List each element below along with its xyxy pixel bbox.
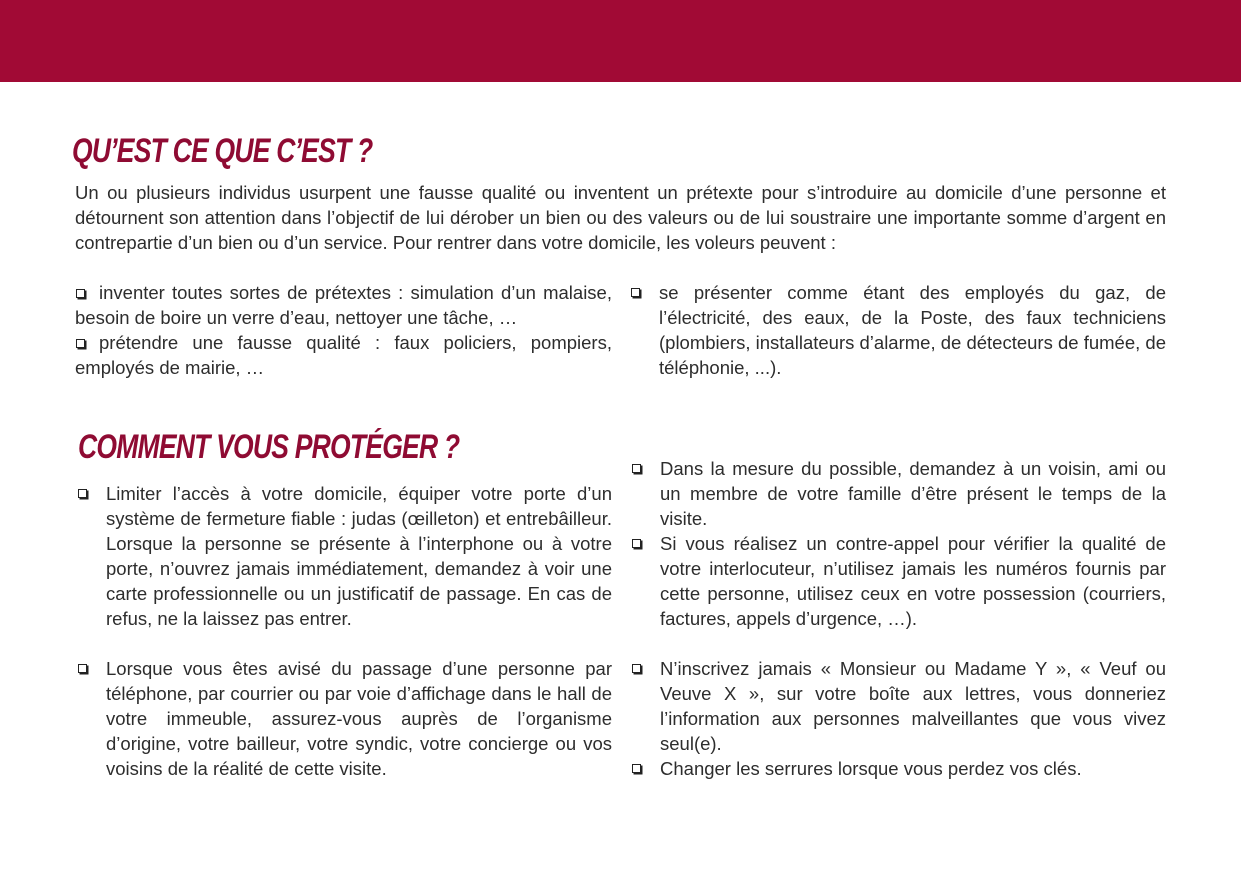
checkbox-bullet-icon [632, 539, 641, 548]
checkbox-bullet-icon [76, 339, 85, 348]
list-item: Si vous réalisez un contre-appel pour vérifier la qualité de votre interlocuteur, n’utilisez jamais les numéros fournis par cette personne, utilisez ceux en votre possession (courriers, factures, appels d’urgence, …). [630, 531, 1166, 631]
checkbox-bullet-icon [631, 288, 640, 297]
checkbox-bullet-icon [76, 289, 85, 298]
checkbox-bullet-icon [78, 489, 87, 498]
list-item: N’inscrivez jamais « Monsieur ou Madame Y », « Veuf ou Veuve X », sur votre boîte aux lettres, vous donneriez l’information aux personnes malveillantes que vous vivez seul(e). [630, 656, 1166, 756]
list-item: se présenter comme étant des employés du gaz, de l’électricité, des eaux, de la Poste, des faux techniciens (plombiers, installateurs d’alarme, de détecteurs de fumée, de téléphonie, ...). [629, 280, 1166, 380]
section-title-what-is-it: QU’EST CE QUE C’EST ? [72, 132, 373, 170]
list-item: Limiter l’accès à votre domicile, équiper votre porte d’un système de fermeture fiable : judas (œilleton) et entrebâilleur. Lorsque la personne se présente à l’interphone ou à votre porte, n’ouvrez jamais immédiatement, demandez à voir une carte professionnelle ou un justificatif de passage. En cas de refus, ne la laissez pas entrer. [76, 481, 612, 631]
checkbox-bullet-icon [632, 464, 641, 473]
list-item: prétendre une fausse qualité : faux policiers, pompiers, employés de mairie, … [75, 332, 612, 378]
checkbox-bullet-icon [632, 664, 641, 673]
list-item: Lorsque vous êtes avisé du passage d’une personne par téléphone, par courrier ou par voie d’affichage dans le hall de votre immeuble, assurez-vous auprès de l’organisme d’origine, votre bailleur, votre syndic, votre concierge ou vos voisins de la réalité de cette visite. [76, 656, 612, 781]
list-item: Dans la mesure du possible, demandez à un voisin, ami ou un membre de votre famille d’être présent le temps de la visite. [630, 456, 1166, 531]
checkbox-bullet-icon [632, 764, 641, 773]
intro-paragraph: Un ou plusieurs individus usurpent une fausse qualité ou inventent un prétexte pour s’introduire au domicile d’une personne et détournent son attention dans l’objectif de lui dérober un bien ou des valeurs ou de lui soustraire une importante somme d’argent en contrepartie d’un bien ou d’un service. Pour rentrer dans votre domicile, les voleurs peuvent : [75, 182, 1166, 253]
header-band [0, 0, 1241, 82]
list-item: Changer les serrures lorsque vous perdez vos clés. [630, 756, 1166, 781]
section-title-how-to-protect: COMMENT VOUS PROTÉGER ? [78, 428, 460, 466]
bullets-left-column [75, 280, 612, 380]
list-item: inventer toutes sortes de prétextes : simulation d’un malaise, besoin de boire un verre d’eau, nettoyer une tâche, … [75, 282, 612, 328]
checkbox-bullet-icon [78, 664, 87, 673]
